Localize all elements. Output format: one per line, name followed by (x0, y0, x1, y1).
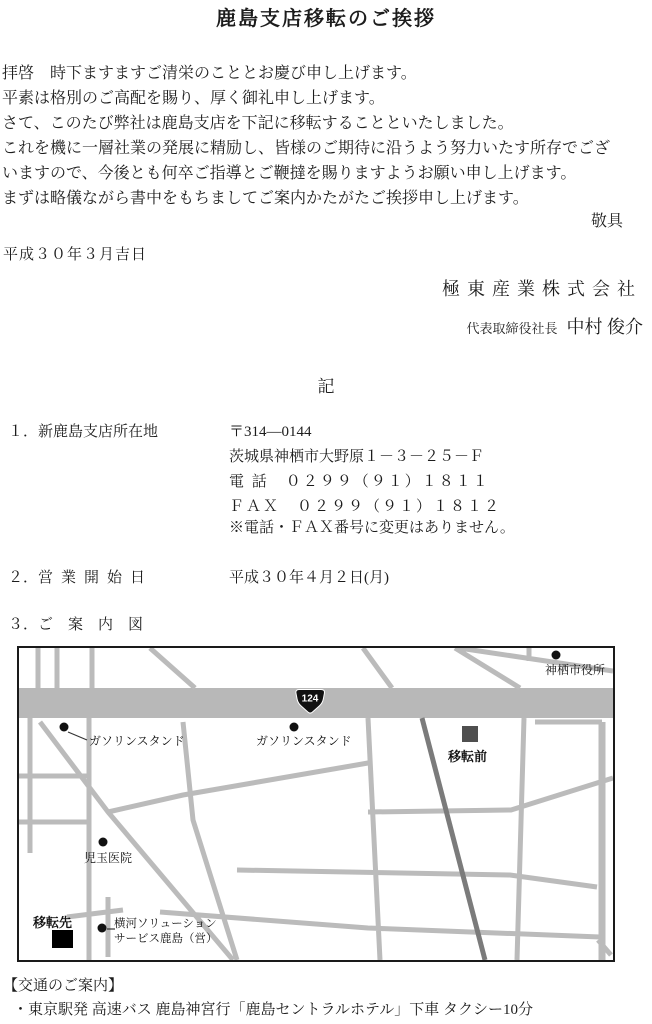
item3-label: ３．ご案内図 (8, 617, 159, 633)
company-name: 極東産業株式会社 (442, 279, 642, 299)
signer-name: 中村 俊介 (566, 317, 643, 337)
before-move-label: 移転前 (448, 749, 488, 764)
letter-body-line: さて、このたび弊社は鹿島支店を下記に移転することといたしました。 (2, 115, 514, 132)
fax-line: ＦＡＸ ０２９９（９１）１８１２ (229, 499, 502, 515)
postal-code: 〒314—0144 (229, 424, 312, 440)
map (17, 646, 615, 962)
gas-station-left-label: ガソリンスタンド (89, 734, 185, 748)
city-hall-dot (552, 651, 561, 660)
transport-line: ・東京駅発 高速バス 鹿島神宮行「鹿島セントラルホテル」下車 タクシー10分 (13, 1002, 534, 1018)
yokogawa-dot (98, 924, 107, 933)
phone-note: ※電話・ＦＡＸ番号に変更はありません。 (229, 520, 515, 536)
notice-mark: 記 (317, 377, 335, 396)
opening-date: 平成３０年４月２日(月) (229, 570, 389, 586)
item2-label: ２．営業開始日 (8, 570, 154, 586)
transport-heading: 【交通のご案内】 (3, 978, 124, 994)
yokogawa-label: 横河ソリューション サービス鹿島（営） (114, 918, 218, 945)
signer (466, 313, 643, 339)
gas-station-center-label: ガソリンスタンド (256, 734, 352, 748)
streets-north (38, 648, 613, 688)
letter-body-line: 拝啓 時下ますますご清栄のこととお慶び申し上げます。 (2, 65, 417, 82)
letter-date: 平成３０年３月吉日 (3, 247, 148, 263)
page-title: 鹿島支店移転のご挨拶 (216, 8, 436, 30)
before-move-square (462, 726, 478, 742)
signer-role: 代表取締役社長 (466, 321, 558, 336)
letter-body-line: 平素は格別のご高配を賜り、厚く御礼申し上げます。 (2, 90, 385, 107)
letter-body-line: これを機に一層社業の発展に精励し、皆様のご期待に沿うよう努力いたす所存でござ (2, 140, 611, 157)
item1-label: １．新鹿島支店所在地 (8, 424, 159, 440)
gas-station-center-dot (290, 723, 299, 732)
gas-left-leader-line (68, 732, 87, 740)
route-shield-number: 124 (301, 693, 319, 705)
phone-line: 電 話 ０２９９（９１）１８１１ (229, 474, 490, 490)
after-move-square (52, 930, 73, 948)
kodama-clinic-dot (99, 838, 108, 847)
letter-body-line: いますので、今後とも何卒ご指導とご鞭撻を賜りますようお願い申し上げます。 (2, 165, 577, 182)
item3-number: ３． (8, 617, 39, 633)
letter-closing: 敬具 (591, 213, 624, 230)
after-move-label: 移転先 (33, 915, 73, 930)
address-line: 茨城県神栖市大野原１－３－２５－Ｆ (229, 449, 485, 465)
map-canvas (19, 648, 613, 960)
item1-number: １． (8, 424, 39, 440)
streets-south (19, 718, 613, 960)
kodama-clinic-label: 児玉医院 (84, 851, 133, 865)
item2-number: ２． (8, 570, 39, 586)
letter-body-line: まずは略儀ながら書中をもちましてご案内かたがたご挨拶申し上げます。 (2, 190, 529, 207)
city-hall-label: 神栖市役所 (545, 663, 606, 677)
gas-station-left-dot (60, 723, 69, 732)
